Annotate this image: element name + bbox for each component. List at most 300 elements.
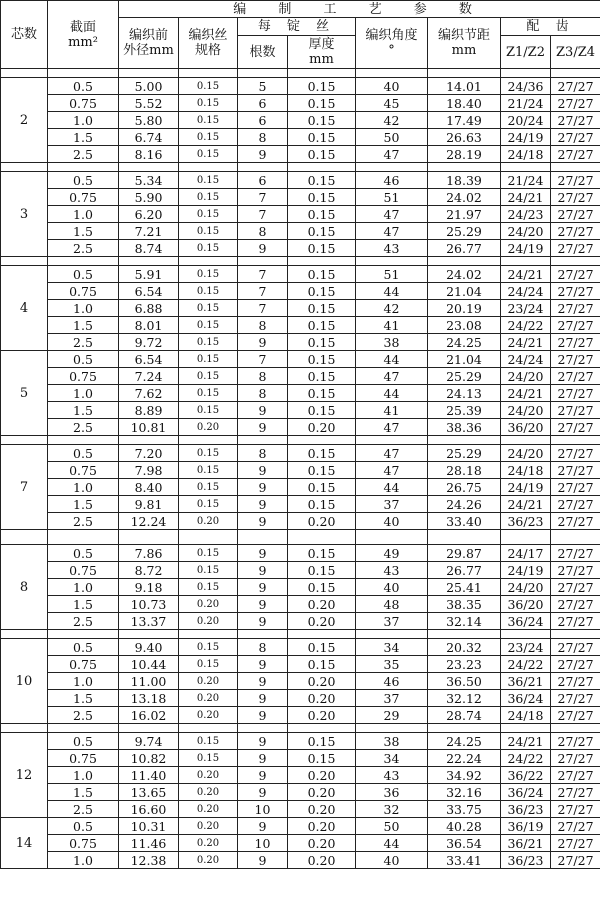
braid-angle-cell: 41 — [356, 402, 428, 419]
wire-count-cell: 9 — [238, 707, 288, 724]
gear-z34-cell: 27/27 — [551, 223, 600, 240]
gear-z34-cell: 27/27 — [551, 479, 600, 496]
outer-diameter-cell: 16.60 — [119, 801, 179, 818]
braid-pitch-cell: 20.32 — [428, 639, 501, 656]
separator-cell — [551, 69, 600, 78]
section-cell: 0.75 — [48, 656, 119, 673]
gear-z12-cell: 24/22 — [501, 656, 551, 673]
wire-spec-header-line2: 规格 — [194, 43, 221, 58]
braid-angle-cell: 40 — [356, 852, 428, 869]
gear-z34-cell: 27/27 — [551, 445, 600, 462]
separator-cell — [501, 530, 551, 545]
braid-pitch-cell: 23.08 — [428, 317, 501, 334]
wire-spec-cell: 0.20 — [179, 673, 238, 690]
braid-angle-cell: 46 — [356, 673, 428, 690]
gear-z34-cell: 27/27 — [551, 562, 600, 579]
thickness-cell: 0.20 — [288, 818, 356, 835]
section-cell: 1.0 — [48, 206, 119, 223]
braid-pitch-cell: 29.87 — [428, 545, 501, 562]
thickness-cell: 0.15 — [288, 385, 356, 402]
gear-z34-header: Z3/Z4 — [551, 36, 600, 69]
wire-spec-cell: 0.15 — [179, 189, 238, 206]
thickness-cell: 0.15 — [288, 545, 356, 562]
wire-count-cell: 9 — [238, 334, 288, 351]
wire-count-cell: 8 — [238, 223, 288, 240]
wire-spec-cell: 0.15 — [179, 223, 238, 240]
braid-angle-cell: 37 — [356, 690, 428, 707]
wire-count-cell: 8 — [238, 317, 288, 334]
separator-cell — [119, 436, 179, 445]
wire-spec-cell: 0.15 — [179, 402, 238, 419]
gear-z34-cell: 27/27 — [551, 496, 600, 513]
table-row — [1, 283, 600, 300]
braid-pitch-cell: 21.04 — [428, 351, 501, 368]
wire-spec-cell: 0.20 — [179, 707, 238, 724]
section-cell: 1.0 — [48, 852, 119, 869]
braid-pitch-cell: 25.29 — [428, 223, 501, 240]
table-row — [1, 690, 600, 707]
table-row — [1, 852, 600, 869]
outer-diameter-cell: 13.18 — [119, 690, 179, 707]
thickness-cell: 0.15 — [288, 266, 356, 283]
section-cell: 0.5 — [48, 818, 119, 835]
outer-diameter-header — [119, 18, 179, 69]
gear-z34-cell: 27/27 — [551, 146, 600, 163]
separator-cell — [356, 724, 428, 733]
wire-spec-cell: 0.15 — [179, 334, 238, 351]
gear-z34-cell: 27/27 — [551, 852, 600, 869]
braid-pitch-cell: 22.24 — [428, 750, 501, 767]
thickness-cell: 0.20 — [288, 613, 356, 630]
thickness-cell: 0.20 — [288, 690, 356, 707]
separator-cell — [48, 530, 119, 545]
separator-cell — [119, 630, 179, 639]
thickness-cell: 0.15 — [288, 189, 356, 206]
wire-spec-cell: 0.15 — [179, 545, 238, 562]
thickness-cell: 0.15 — [288, 300, 356, 317]
gear-z12-cell: 24/18 — [501, 462, 551, 479]
cores-cell: 7 — [1, 445, 48, 530]
gear-z34-cell: 27/27 — [551, 402, 600, 419]
braid-pitch-cell: 21.97 — [428, 206, 501, 223]
braid-angle-cell: 40 — [356, 513, 428, 530]
separator-cell — [179, 630, 238, 639]
table-row — [1, 707, 600, 724]
gear-z34-cell: 27/27 — [551, 690, 600, 707]
braid-pitch-cell: 24.13 — [428, 385, 501, 402]
gear-z12-cell: 24/20 — [501, 368, 551, 385]
separator-cell — [119, 530, 179, 545]
gear-z34-cell: 27/27 — [551, 351, 600, 368]
table-row — [1, 223, 600, 240]
table-row — [1, 78, 600, 95]
section-header-unit: mm² — [68, 34, 98, 50]
braid-angle-cell: 29 — [356, 707, 428, 724]
wire-count-cell: 8 — [238, 129, 288, 146]
thickness-cell: 0.20 — [288, 673, 356, 690]
outer-diameter-cell: 10.73 — [119, 596, 179, 613]
wire-spec-cell: 0.20 — [179, 767, 238, 784]
gear-z12-cell: 24/20 — [501, 223, 551, 240]
section-cell: 0.5 — [48, 639, 119, 656]
section-cell: 0.5 — [48, 545, 119, 562]
separator-cell — [501, 436, 551, 445]
gear-z34-cell: 27/27 — [551, 767, 600, 784]
braid-angle-cell: 38 — [356, 334, 428, 351]
separator-cell — [356, 436, 428, 445]
gear-z34-cell: 27/27 — [551, 596, 600, 613]
outer-diameter-cell: 13.37 — [119, 613, 179, 630]
wire-spec-cell: 0.15 — [179, 317, 238, 334]
separator-cell — [428, 724, 501, 733]
table-row — [1, 784, 600, 801]
separator-cell — [238, 724, 288, 733]
thickness-cell: 0.20 — [288, 835, 356, 852]
separator-cell — [501, 163, 551, 172]
braid-pitch-cell: 26.75 — [428, 479, 501, 496]
outer-diameter-cell: 12.38 — [119, 852, 179, 869]
braid-angle-cell: 44 — [356, 351, 428, 368]
table-row — [1, 385, 600, 402]
outer-diameter-cell: 7.86 — [119, 545, 179, 562]
gear-z34-cell: 27/27 — [551, 801, 600, 818]
gear-z12-cell: 36/20 — [501, 596, 551, 613]
gear-z12-cell: 20/24 — [501, 112, 551, 129]
table-header — [1, 1, 600, 69]
thickness-cell: 0.20 — [288, 801, 356, 818]
table-row — [1, 545, 600, 562]
separator-cell — [48, 257, 119, 266]
wire-count-cell: 10 — [238, 801, 288, 818]
separator-cell — [356, 163, 428, 172]
wire-spec-cell: 0.15 — [179, 639, 238, 656]
braid-pitch-cell: 25.29 — [428, 445, 501, 462]
table-row — [1, 579, 600, 596]
outer-diameter-cell: 6.88 — [119, 300, 179, 317]
separator-cell — [119, 163, 179, 172]
wire-spec-cell: 0.15 — [179, 462, 238, 479]
separator-cell — [179, 69, 238, 78]
braid-pitch-cell: 18.39 — [428, 172, 501, 189]
outer-diameter-cell: 10.44 — [119, 656, 179, 673]
braid-angle-cell: 35 — [356, 656, 428, 673]
gear-z12-cell: 24/21 — [501, 733, 551, 750]
gear-z12-cell: 24/19 — [501, 240, 551, 257]
separator-cell — [238, 69, 288, 78]
gear-z12-cell: 36/22 — [501, 767, 551, 784]
separator-cell — [501, 630, 551, 639]
wire-spec-cell: 0.20 — [179, 419, 238, 436]
table-row — [1, 613, 600, 630]
wire-spec-cell: 0.15 — [179, 172, 238, 189]
wire-count-cell: 9 — [238, 596, 288, 613]
outer-diameter-cell: 8.89 — [119, 402, 179, 419]
section-cell: 0.75 — [48, 750, 119, 767]
section-header — [48, 1, 119, 69]
separator-cell — [356, 530, 428, 545]
wire-spec-cell: 0.20 — [179, 818, 238, 835]
section-cell: 1.5 — [48, 496, 119, 513]
wire-spec-cell: 0.15 — [179, 733, 238, 750]
outer-diameter-cell: 5.52 — [119, 95, 179, 112]
outer-diameter-cell: 9.40 — [119, 639, 179, 656]
wire-spec-cell: 0.15 — [179, 562, 238, 579]
table-row — [1, 189, 600, 206]
separator-cell — [238, 257, 288, 266]
wire-spec-header-line1: 编织丝 — [188, 28, 228, 43]
gear-z34-cell: 27/27 — [551, 513, 600, 530]
braid-angle-cell: 34 — [356, 639, 428, 656]
separator-cell — [356, 630, 428, 639]
separator-cell — [119, 69, 179, 78]
table-row — [1, 596, 600, 613]
thickness-cell: 0.20 — [288, 852, 356, 869]
wire-spec-cell: 0.20 — [179, 835, 238, 852]
thickness-cell: 0.20 — [288, 707, 356, 724]
thickness-cell: 0.15 — [288, 223, 356, 240]
braid-angle-cell: 32 — [356, 801, 428, 818]
thickness-cell: 0.15 — [288, 78, 356, 95]
table-row — [1, 733, 600, 750]
wire-count-cell: 9 — [238, 852, 288, 869]
wire-spec-cell: 0.15 — [179, 129, 238, 146]
thickness-cell: 0.20 — [288, 419, 356, 436]
cores-header: 芯数 — [1, 1, 48, 69]
braid-pitch-cell: 14.01 — [428, 78, 501, 95]
gear-z34-cell: 27/27 — [551, 385, 600, 402]
gear-z12-cell: 24/21 — [501, 334, 551, 351]
table-row — [1, 445, 600, 462]
outer-diameter-cell: 8.72 — [119, 562, 179, 579]
thickness-cell: 0.15 — [288, 146, 356, 163]
gear-z34-cell: 27/27 — [551, 545, 600, 562]
table-body — [1, 69, 600, 869]
table-row — [1, 462, 600, 479]
braid-angle-cell: 42 — [356, 300, 428, 317]
wire-count-cell: 9 — [238, 419, 288, 436]
cores-cell: 4 — [1, 266, 48, 351]
gear-z12-cell: 36/24 — [501, 613, 551, 630]
braid-pitch-cell: 24.25 — [428, 733, 501, 750]
braid-angle-cell: 37 — [356, 496, 428, 513]
gear-z34-cell: 27/27 — [551, 300, 600, 317]
section-cell: 0.5 — [48, 445, 119, 462]
outer-diameter-cell: 10.31 — [119, 818, 179, 835]
gear-z34-cell: 27/27 — [551, 189, 600, 206]
separator-cell — [551, 257, 600, 266]
wire-count-cell: 9 — [238, 479, 288, 496]
gear-z12-cell: 36/19 — [501, 818, 551, 835]
braid-angle-cell: 46 — [356, 172, 428, 189]
separator-cell — [179, 530, 238, 545]
braid-angle-cell: 40 — [356, 78, 428, 95]
braid-angle-cell: 37 — [356, 613, 428, 630]
wire-count-cell: 9 — [238, 462, 288, 479]
wire-count-cell: 7 — [238, 266, 288, 283]
braid-angle-cell: 38 — [356, 733, 428, 750]
thickness-header-line2: mm — [309, 52, 334, 67]
separator-cell — [179, 257, 238, 266]
wire-count-cell: 9 — [238, 579, 288, 596]
braid-pitch-cell: 32.14 — [428, 613, 501, 630]
outer-diameter-cell: 6.74 — [119, 129, 179, 146]
outer-diameter-cell: 9.81 — [119, 496, 179, 513]
braid-angle-cell: 47 — [356, 206, 428, 223]
table-row — [1, 146, 600, 163]
section-cell: 1.0 — [48, 479, 119, 496]
section-cell: 0.5 — [48, 351, 119, 368]
gear-z12-cell: 24/19 — [501, 562, 551, 579]
outer-diameter-cell: 8.01 — [119, 317, 179, 334]
thickness-cell: 0.15 — [288, 368, 356, 385]
outer-diameter-cell: 5.34 — [119, 172, 179, 189]
section-cell: 1.0 — [48, 300, 119, 317]
gear-z34-cell: 27/27 — [551, 283, 600, 300]
braid-angle-cell: 44 — [356, 283, 428, 300]
thickness-header-line1: 厚度 — [308, 37, 335, 52]
section-cell: 1.5 — [48, 129, 119, 146]
separator-cell — [288, 630, 356, 639]
wire-spec-cell: 0.15 — [179, 496, 238, 513]
section-cell: 0.75 — [48, 835, 119, 852]
gear-z12-header: Z1/Z2 — [501, 36, 551, 69]
section-cell: 1.0 — [48, 767, 119, 784]
braid-angle-cell: 47 — [356, 462, 428, 479]
braid-pitch-cell: 38.35 — [428, 596, 501, 613]
separator-cell — [179, 163, 238, 172]
gear-z34-cell: 27/27 — [551, 613, 600, 630]
wire-count-cell: 7 — [238, 189, 288, 206]
wire-spec-cell: 0.15 — [179, 750, 238, 767]
table-row — [1, 513, 600, 530]
separator-cell — [288, 724, 356, 733]
cores-cell: 10 — [1, 639, 48, 724]
group-separator-row — [1, 163, 600, 172]
thickness-cell: 0.15 — [288, 206, 356, 223]
section-cell: 2.5 — [48, 419, 119, 436]
wire-count-cell: 9 — [238, 690, 288, 707]
braid-angle-header-line2: ° — [388, 43, 395, 58]
braid-pitch-cell: 20.19 — [428, 300, 501, 317]
separator-cell — [288, 530, 356, 545]
separator-cell — [501, 724, 551, 733]
group-separator-row — [1, 530, 600, 545]
braid-pitch-header — [428, 18, 501, 69]
table-row — [1, 266, 600, 283]
section-cell: 1.0 — [48, 673, 119, 690]
wire-count-cell: 9 — [238, 733, 288, 750]
thickness-cell: 0.15 — [288, 462, 356, 479]
separator-cell — [119, 724, 179, 733]
wire-count-cell: 9 — [238, 513, 288, 530]
wire-count-cell: 7 — [238, 283, 288, 300]
section-cell: 1.5 — [48, 402, 119, 419]
wire-spec-cell: 0.15 — [179, 445, 238, 462]
braid-angle-cell: 43 — [356, 767, 428, 784]
separator-cell — [1, 530, 48, 545]
wire-spec-cell: 0.15 — [179, 656, 238, 673]
wire-spec-cell: 0.15 — [179, 385, 238, 402]
group-separator-row — [1, 257, 600, 266]
wire-count-cell: 9 — [238, 613, 288, 630]
separator-cell — [288, 163, 356, 172]
braid-pitch-cell: 28.18 — [428, 462, 501, 479]
wire-count-cell: 9 — [238, 656, 288, 673]
wire-count-cell: 6 — [238, 172, 288, 189]
group-separator-row — [1, 69, 600, 78]
wire-spec-cell: 0.20 — [179, 690, 238, 707]
table-row — [1, 656, 600, 673]
wire-count-cell: 9 — [238, 240, 288, 257]
braid-pitch-cell: 26.63 — [428, 129, 501, 146]
outer-diameter-cell: 9.72 — [119, 334, 179, 351]
gear-z12-cell: 24/19 — [501, 129, 551, 146]
wire-spec-cell: 0.20 — [179, 784, 238, 801]
section-cell: 0.75 — [48, 462, 119, 479]
gear-z12-cell: 24/18 — [501, 707, 551, 724]
gear-z34-cell: 27/27 — [551, 112, 600, 129]
outer-diameter-cell: 13.65 — [119, 784, 179, 801]
thickness-cell: 0.15 — [288, 317, 356, 334]
outer-diameter-cell: 9.74 — [119, 733, 179, 750]
braid-angle-cell: 47 — [356, 419, 428, 436]
separator-cell — [501, 257, 551, 266]
wire-spec-cell: 0.20 — [179, 596, 238, 613]
table-row — [1, 351, 600, 368]
braid-pitch-cell: 40.28 — [428, 818, 501, 835]
gear-z12-cell: 24/21 — [501, 496, 551, 513]
gear-z34-cell: 27/27 — [551, 784, 600, 801]
section-cell: 0.5 — [48, 266, 119, 283]
separator-cell — [551, 163, 600, 172]
braid-pitch-cell: 21.04 — [428, 283, 501, 300]
braid-pitch-cell: 33.41 — [428, 852, 501, 869]
gear-z12-cell: 36/24 — [501, 690, 551, 707]
gear-z12-cell: 24/21 — [501, 266, 551, 283]
gear-z12-cell: 36/20 — [501, 419, 551, 436]
separator-cell — [119, 257, 179, 266]
gear-z34-cell: 27/27 — [551, 750, 600, 767]
braid-angle-cell: 43 — [356, 562, 428, 579]
section-cell: 2.5 — [48, 707, 119, 724]
table-row — [1, 172, 600, 189]
gear-z12-cell: 24/21 — [501, 385, 551, 402]
gear-z12-cell: 24/20 — [501, 402, 551, 419]
table-row — [1, 419, 600, 436]
outer-diameter-cell: 7.24 — [119, 368, 179, 385]
wire-count-cell: 6 — [238, 112, 288, 129]
braid-pitch-cell: 23.23 — [428, 656, 501, 673]
separator-cell — [238, 436, 288, 445]
wire-count-cell: 7 — [238, 300, 288, 317]
table-row — [1, 112, 600, 129]
thickness-cell: 0.15 — [288, 562, 356, 579]
section-cell: 0.75 — [48, 95, 119, 112]
braid-pitch-cell: 25.29 — [428, 368, 501, 385]
braid-pitch-cell: 18.40 — [428, 95, 501, 112]
outer-diameter-cell: 5.90 — [119, 189, 179, 206]
wire-spec-cell: 0.20 — [179, 613, 238, 630]
gear-z34-cell: 27/27 — [551, 707, 600, 724]
braid-pitch-cell: 24.02 — [428, 266, 501, 283]
wire-spec-cell: 0.15 — [179, 479, 238, 496]
separator-cell — [48, 436, 119, 445]
gear-z12-cell: 36/21 — [501, 835, 551, 852]
gear-z34-cell: 27/27 — [551, 639, 600, 656]
wire-spec-cell: 0.20 — [179, 801, 238, 818]
per-spindle-header: 每 锭 丝 — [238, 18, 356, 36]
braid-angle-cell: 51 — [356, 266, 428, 283]
